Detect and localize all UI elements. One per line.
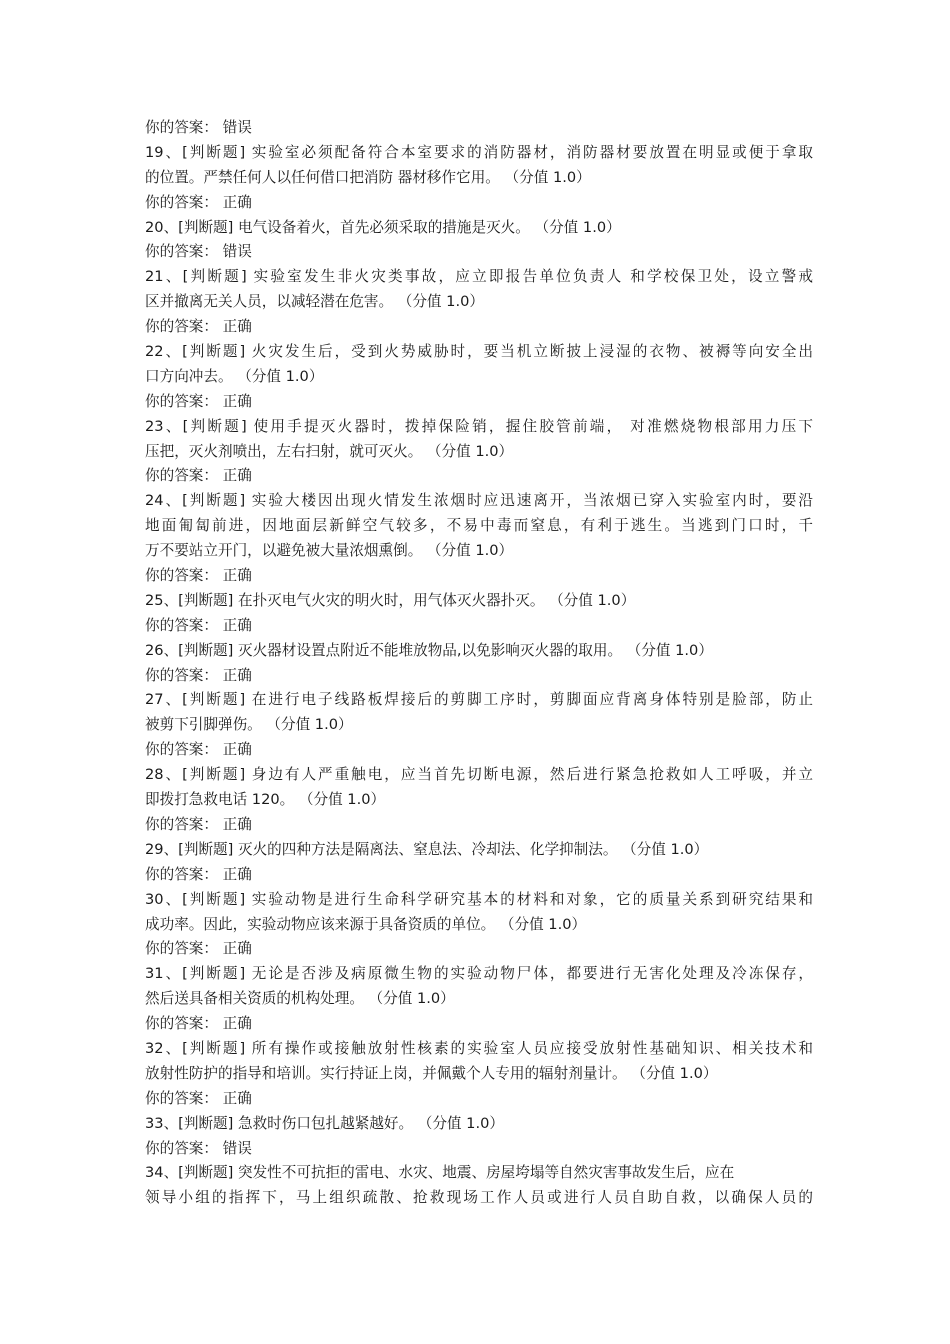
text-line: 成功率。因此，实验动物应该来源于具备资质的单位。 （分值 1.0） bbox=[145, 915, 587, 933]
text-line: 20、[判断题] 电气设备着火，首先必须采取的措施是灭火。 （分值 1.0） bbox=[145, 218, 621, 236]
text-line: 34、[判断题] 突发性不可抗拒的雷电、水灾、地震、房屋垮塌等自然灾害事故发生后，应在 bbox=[145, 1164, 735, 1182]
text-line: 31、[判断题] 无论是否涉及病原微生物的实验动物尸体，都要进行无害化处理及冷冻保存， bbox=[145, 965, 813, 983]
text-line: 即拨打急救电话 120。 （分值 1.0） bbox=[145, 791, 386, 809]
text-line: 28、[判断题] 身边有人严重触电，应当首先切断电源，然后进行紧急抢救如人工呼吸，并立 bbox=[145, 766, 813, 784]
text-line: 放射性防护的指导和培训。实行持证上岗，并佩戴个人专用的辐射剂量计。 （分值 1.0） bbox=[145, 1064, 718, 1082]
text-line: 27、[判断题] 在进行电子线路板焊接后的剪脚工序时，剪脚面应背离身体特别是脸部，防止 bbox=[145, 691, 813, 709]
text-line: 26、[判断题] 灭火器材设置点附近不能堆放物品,以免影响灭火器的取用。 （分值 1.0） bbox=[145, 641, 713, 659]
text-line: 地面匍匐前进，因地面层新鲜空气较多，不易中毒而窒息，有利于逃生。当逃到门口时，千 bbox=[145, 517, 813, 535]
text-line: 21、[判断题] 实验室发生非火灾类事故，应立即报告单位负责人 和学校保卫处，设立警戒 bbox=[145, 268, 813, 286]
text-line: 你的答案： 正确 bbox=[145, 616, 252, 634]
text-line: 你的答案： 正确 bbox=[145, 815, 252, 833]
text-line: 你的答案： 错误 bbox=[145, 243, 252, 261]
text-line: 你的答案： 正确 bbox=[145, 567, 252, 585]
text-line: 32、[判断题] 所有操作或接触放射性核素的实验室人员应接受放射性基础知识、相关技术和 bbox=[145, 1039, 813, 1057]
text-line: 你的答案： 正确 bbox=[145, 193, 252, 211]
text-line: 33、[判断题] 急救时伤口包扎越紧越好。 （分值 1.0） bbox=[145, 1114, 504, 1132]
text-line: 30、[判断题] 实验动物是进行生命科学研究基本的材料和对象，它的质量关系到研究结果和 bbox=[145, 890, 813, 908]
text-line: 然后送具备相关资质的机构处理。 （分值 1.0） bbox=[145, 990, 455, 1008]
text-line: 区并撤离无关人员，以减轻潜在危害。 （分值 1.0） bbox=[145, 293, 484, 311]
text-line: 你的答案： 错误 bbox=[145, 119, 252, 136]
text-line: 23、[判断题] 使用手提灭火器时，拨掉保险销，握住胶管前端， 对准燃烧物根部用力压下 bbox=[145, 417, 813, 435]
document-page bbox=[145, 116, 813, 1211]
text-line: 19、[判断题] 实验室必须配备符合本室要求的消防器材，消防器材要放置在明显或便于拿取 bbox=[145, 143, 813, 161]
text-line: 25、[判断题] 在扑灭电气火灾的明火时，用气体灭火器扑灭。 （分值 1.0） bbox=[145, 591, 636, 609]
text-line: 你的答案： 正确 bbox=[145, 741, 252, 759]
text-line: 你的答案： 正确 bbox=[145, 392, 252, 410]
text-line: 口方向冲去。 （分值 1.0） bbox=[145, 367, 324, 385]
text-line: 29、[判断题] 灭火的四种方法是隔离法、窒息法、冷却法、化学抑制法。 （分值 1.0） bbox=[145, 840, 709, 858]
text-line: 你的答案： 错误 bbox=[145, 1139, 252, 1157]
text-line: 的位置。严禁任何人以任何借口把消防 器材移作它用。 （分值 1.0） bbox=[145, 168, 591, 186]
text-line: 你的答案： 正确 bbox=[145, 865, 252, 883]
text-line: 你的答案： 正确 bbox=[145, 1089, 252, 1107]
text-line: 你的答案： 正确 bbox=[145, 940, 252, 958]
text-line: 你的答案： 正确 bbox=[145, 666, 252, 684]
text-line: 你的答案： 正确 bbox=[145, 467, 252, 485]
text-line: 压把，灭火剂喷出，左右扫射，就可灭火。 （分值 1.0） bbox=[145, 442, 514, 460]
text-line: 你的答案： 正确 bbox=[145, 1015, 252, 1033]
text-line: 你的答案： 正确 bbox=[145, 318, 252, 336]
text-line: 被剪下引脚弹伤。 （分值 1.0） bbox=[145, 716, 353, 734]
text-line: 领导小组的指挥下，马上组织疏散、抢救现场工作人员或进行人员自助自救，以确保人员的 bbox=[145, 1189, 813, 1207]
text-line: 万不要站立开门，以避免被大量浓烟熏倒。 （分值 1.0） bbox=[145, 542, 514, 560]
text-line: 22、[判断题] 火灾发生后，受到火势威胁时，要当机立断披上浸湿的衣物、被褥等向安全出 bbox=[145, 343, 813, 361]
text-line: 24、[判断题] 实验大楼因出现火情发生浓烟时应迅速离开，当浓烟已穿入实验室内时，要沿 bbox=[145, 492, 813, 510]
